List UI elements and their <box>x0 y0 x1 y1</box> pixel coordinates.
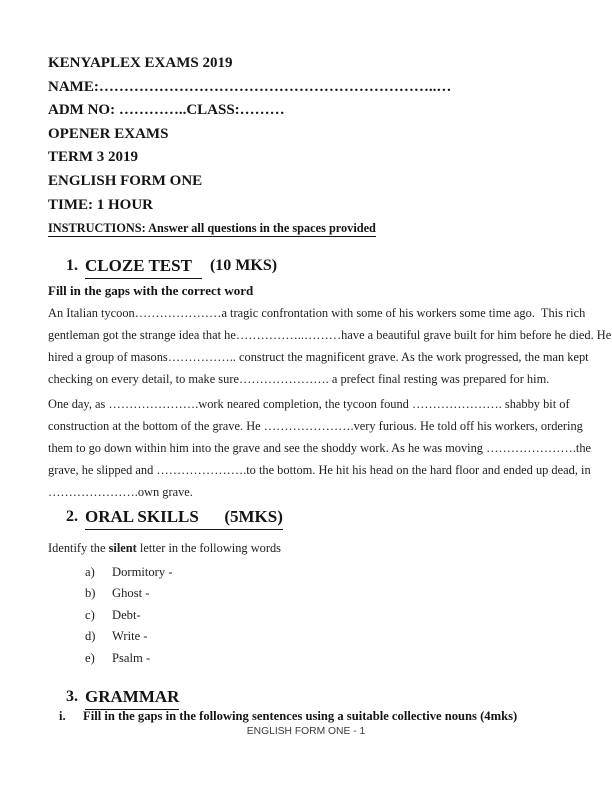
list-item-word: Debt- <box>112 607 141 622</box>
list-item <box>48 626 596 648</box>
footer-page-label: ENGLISH FORM ONE - 1 <box>246 726 366 737</box>
cloze-paragraph-1 <box>48 302 612 390</box>
list-item-word: Psalm - <box>112 650 151 665</box>
list-item-letter: d) <box>85 629 96 644</box>
cloze-section-title: CLOZE TEST <box>85 254 202 279</box>
paragraph-line: hired a group of masons…………….. construct the magnificent grave. As the work progressed, the man kept <box>48 349 589 364</box>
paragraph-line: An Italian tycoon…………………a tragic confrontation with some of his workers some time ago. This rich <box>48 305 586 320</box>
paragraph-line: grave, he slipped and ………………….to the bottom. He hit his head on the hard floor and ended up dead, in <box>48 462 591 477</box>
oral-section-title: ORAL SKILLS (5MKS) <box>85 505 283 530</box>
instructions-line <box>48 217 596 241</box>
opener-exams-line: OPENER EXAMS <box>48 125 169 142</box>
list-item-letter: c) <box>85 607 95 622</box>
paragraph-line: them to go down within him into the grave and see the shoddy work. As he was moving ………………….the <box>48 440 592 455</box>
oral-section-number: 2. <box>66 507 78 525</box>
name-fill-line: NAME:…………………………………………………………..… <box>48 78 452 95</box>
roman-numeral: i. <box>59 709 66 724</box>
list-item-letter: a) <box>85 564 95 579</box>
exam-header <box>48 52 596 241</box>
oral-prompt-suffix: letter in the following words <box>136 540 281 555</box>
list-item-letter: b) <box>85 586 96 601</box>
list-item <box>48 562 596 584</box>
paragraph-line: One day, as ………………….work neared completion, the tycoon found …………………. shabby bit of <box>48 396 570 411</box>
paragraph-line: gentleman got the strange idea that he……………..………have a beautiful grave built for him before he died. He <box>48 327 612 342</box>
oral-prompt-silent: silent <box>108 540 137 555</box>
list-item <box>48 648 596 670</box>
paragraph-line: ………………….own grave. <box>48 484 193 499</box>
list-item-word: Dormitory - <box>112 564 173 579</box>
cloze-subtitle: Fill in the gaps with the correct word <box>48 282 254 298</box>
paragraph-line: checking on every detail, to make sure…………………. a prefect final resting was prepared for him. <box>48 371 550 386</box>
subject-line: ENGLISH FORM ONE <box>48 172 203 189</box>
grammar-subquestion-text: Fill in the gaps in the following sentences using a suitable collective nouns (4mks) <box>83 709 518 724</box>
exam-title: KENYAPLEX EXAMS 2019 <box>48 55 233 71</box>
list-item-word: Write - <box>112 629 148 644</box>
grammar-section-number: 3. <box>66 688 78 706</box>
cloze-section-number: 1. <box>66 256 78 274</box>
section-oral-heading <box>48 505 596 530</box>
oral-word-list <box>48 562 596 670</box>
time-line: TIME: 1 HOUR <box>48 196 153 213</box>
document-content <box>48 52 612 726</box>
paragraph-line: construction at the bottom of the grave. He ………………….very furious. He told off his workers, ordering <box>48 418 583 433</box>
section-cloze-heading <box>48 254 596 279</box>
page-footer <box>0 726 612 738</box>
list-item-word: Ghost - <box>112 586 150 601</box>
term-line: TERM 3 2019 <box>48 149 138 166</box>
oral-prompt <box>48 537 596 559</box>
adm-class-fill-line: ADM NO: …………..CLASS:……… <box>48 102 285 119</box>
grammar-section-title: GRAMMAR <box>85 685 179 710</box>
list-item <box>48 605 596 627</box>
list-item-letter: e) <box>85 650 95 665</box>
cloze-paragraph-2 <box>48 393 596 503</box>
grammar-subquestion <box>48 706 596 726</box>
cloze-section-marks: (10 MKS) <box>209 256 278 274</box>
oral-prompt-prefix: Identify the <box>48 540 109 555</box>
list-item <box>48 583 596 605</box>
instructions-text: INSTRUCTIONS: Answer all questions in the spaces provided <box>48 221 376 236</box>
